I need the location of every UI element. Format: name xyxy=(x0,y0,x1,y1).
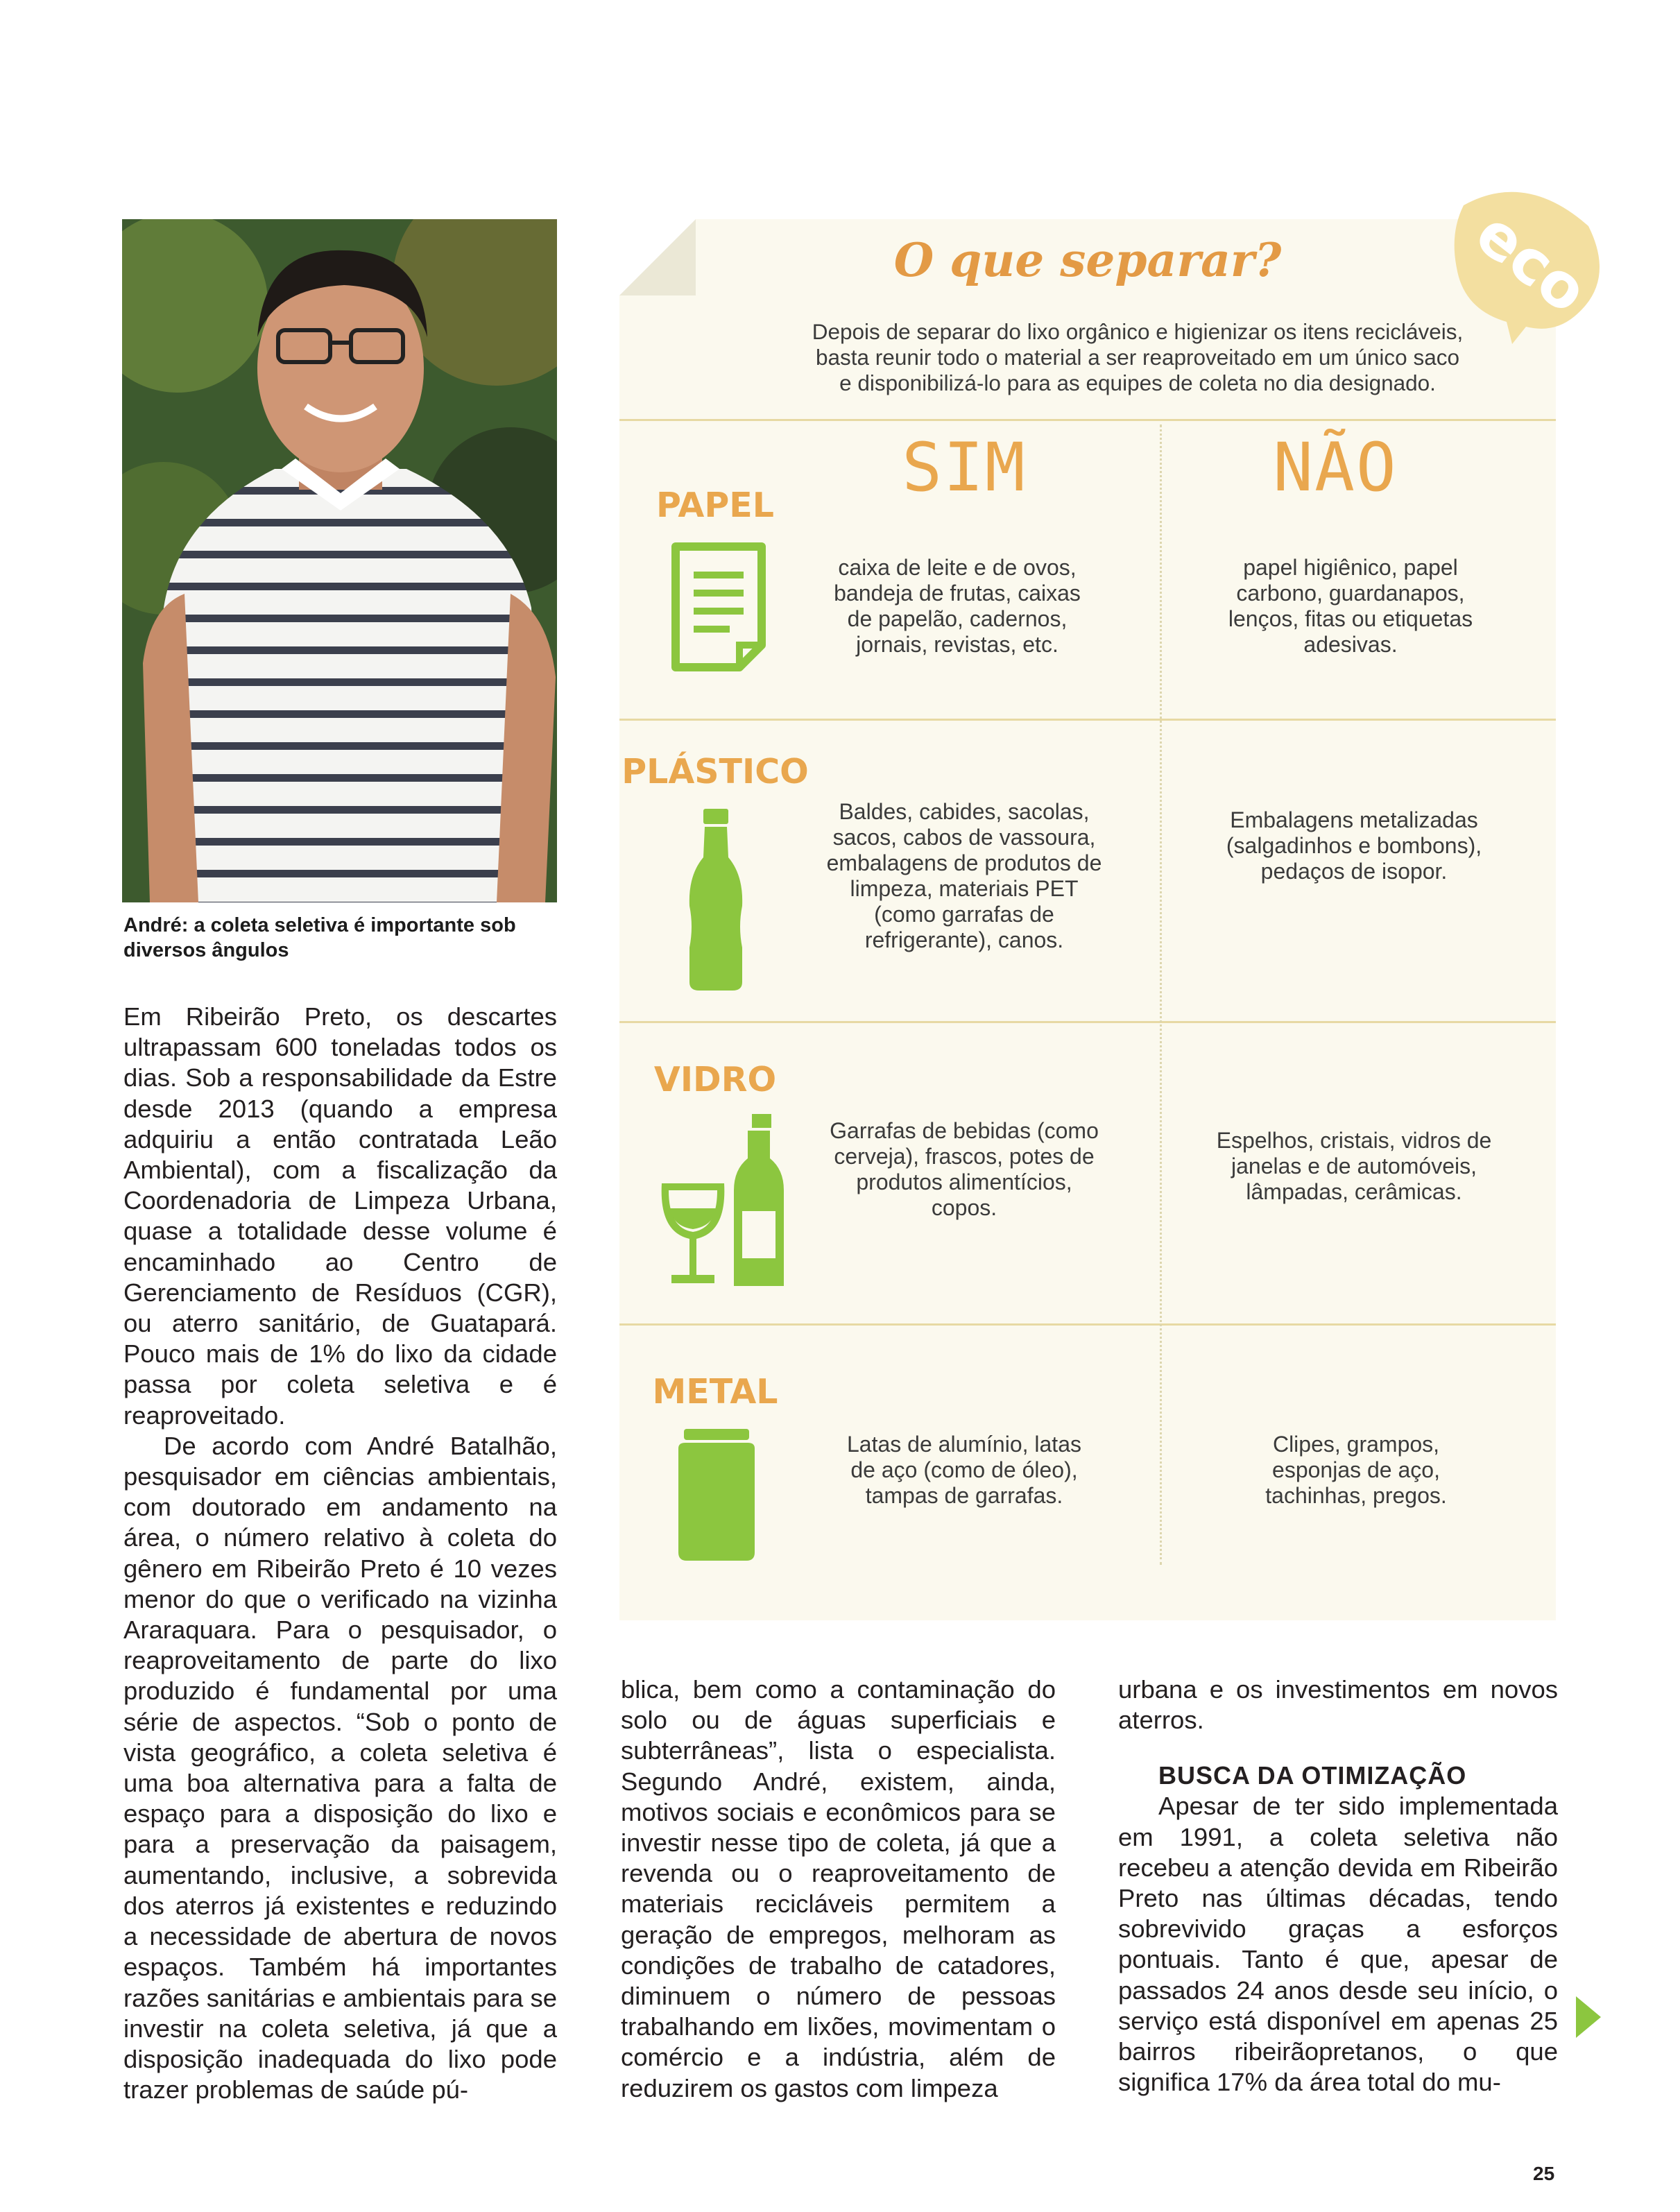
document-icon xyxy=(670,541,767,673)
header-sim: SIM xyxy=(902,429,1027,506)
photo-caption: André: a coleta seletiva é importante sob diversos ângulos xyxy=(123,914,516,961)
category-papel: PAPEL xyxy=(656,486,774,525)
vidro-nao-text: Espelhos, cristais, vidros de janelas e de automóveis, lâmpadas, cerâmicas. xyxy=(1216,1128,1492,1204)
row-divider xyxy=(619,719,1556,721)
article-column-1 xyxy=(123,1002,557,2105)
category-metal: METAL xyxy=(652,1372,778,1412)
infobox-intro-line: e disponibilizá-lo para as equipes de coleta no dia designado. xyxy=(839,370,1436,395)
article-paragraph: Em Ribeirão Preto, os descartes ultrapassam 600 toneladas todos os dias. Sob a responsabilidade da Estre desde 2013 (quando a empresa adquiriu a então contratada Leão Ambiental), com a fiscalização da Coordenadoria de Limpeza Urbana, quase a totalidade desse volume é encaminhado ao Centro de Gerenciamento de Resíduos (CGR), ou aterro sanitário, de Guatapará. Pouco mais de 1% do lixo da cidade passa por coleta seletiva e é reaproveitado. xyxy=(123,1002,557,1430)
portrait-photo xyxy=(122,219,557,902)
infobox-intro xyxy=(694,319,1582,396)
article-paragraph: De acordo com André Batalhão, pesquisador em ciências ambientais, com doutorado em andamento na área, o número relativo à coleta do gênero em Ribeirão Preto é 10 vezes menor do que o verificado na vizinha Araraquara. Para o pesquisador, o reaproveitamento de parte do lixo produzido é fundamental por uma série de aspectos. “Sob o ponto de vista geográfico, a coleta seletiva é uma boa alternativa para a falta de espaço para a disposição do lixo e para a preservação da paisagem, aumentando, inclusive, a sobrevida dos aterros já existentes e reduzindo a necessidade de abertura de novos espaços. Também há importantes razões sanitárias e ambientais para se investir na coleta seletiva, já que a disposição inadequada do lixo pode trazer problemas de saúde pú- xyxy=(123,1431,557,2104)
row-divider xyxy=(619,419,1556,421)
papel-sim-text: caixa de leite e de ovos, bandeja de frutas, caixas de papelão, cadernos, jornais, revistas, etc. xyxy=(834,555,1081,657)
infobox-intro-line: Depois de separar do lixo orgânico e higienizar os itens recicláveis, xyxy=(812,319,1464,344)
article-paragraph: urbana e os investimentos em novos aterros. xyxy=(1118,1675,1558,1735)
continue-arrow-icon xyxy=(1576,1996,1601,2041)
plastic-bottle-icon xyxy=(687,809,745,991)
infobox-intro-line: basta reunir todo o material a ser reaproveitado em um único saco xyxy=(816,345,1459,370)
category-plastico: PLÁSTICO xyxy=(622,752,809,791)
article-paragraph: blica, bem como a contaminação do solo ou de águas superficiais e subterrâneas”, lista o especialista. Segundo André, existem, ainda, motivos sociais e econômicos para se investir nesse tipo de coleta, já que a revenda ou o reaproveitamento de materiais recicláveis permitem a geração de empregos, melhoram as condições de trabalho de catadores, diminuem o número de pessoas trabalhando em lixões, movimentam o comércio e a indústria, além de reduzirem os gastos com limpeza xyxy=(621,1675,1056,2102)
row-divider xyxy=(619,1323,1556,1326)
page-number: 25 xyxy=(1533,2163,1555,2184)
portrait-image xyxy=(122,219,557,902)
papel-nao-text: papel higiênico, papel carbono, guardanapos, lenços, fitas ou etiquetas adesivas. xyxy=(1228,555,1473,657)
article-column-2 xyxy=(621,1674,1056,2104)
metal-nao-text: Clipes, grampos, esponjas de aço, tachinhas, pregos. xyxy=(1265,1432,1447,1508)
wine-glass-bottle-icon xyxy=(660,1114,785,1287)
article-column-3 xyxy=(1118,1674,1558,2098)
infobox-title: O que separar? xyxy=(893,233,1282,287)
eco-badge-text: eco xyxy=(1462,197,1602,327)
metal-sim-text: Latas de alumínio, latas de aço (como de óleo), tampas de garrafas. xyxy=(847,1432,1081,1508)
plastico-nao-text: Embalagens metalizadas (salgadinhos e bombons), pedaços de isopor. xyxy=(1226,807,1482,884)
article-paragraph: Apesar de ter sido implementada em 1991, a coleta seletiva não recebeu a atenção devida em Ribeirão Preto nas últimas décadas, tendo sobrevivido graças a esforços pontuais. Tanto é que, apesar de passados 24 anos desde seu início, o serviço está disponível em apenas 25 bairros ribeirãopretanos, o que significa 17% da área total do mu- xyxy=(1118,1792,1558,2097)
vidro-sim-text: Garrafas de bebidas (como cerveja), frascos, potes de produtos alimentícios, copos. xyxy=(830,1118,1099,1220)
category-vidro: VIDRO xyxy=(653,1060,777,1099)
row-divider xyxy=(619,1021,1556,1023)
metal-can-icon xyxy=(678,1429,755,1561)
header-nao: NÃO xyxy=(1273,429,1398,506)
plastico-sim-text: Baldes, cabides, sacolas, sacos, cabos de vassoura, embalagens de produtos de limpeza, materiais PET (como garrafas de refrigerante), canos. xyxy=(826,799,1102,952)
column-divider xyxy=(1160,425,1162,1565)
section-heading: BUSCA DA OTIMIZAÇÃO xyxy=(1158,1761,1467,1790)
